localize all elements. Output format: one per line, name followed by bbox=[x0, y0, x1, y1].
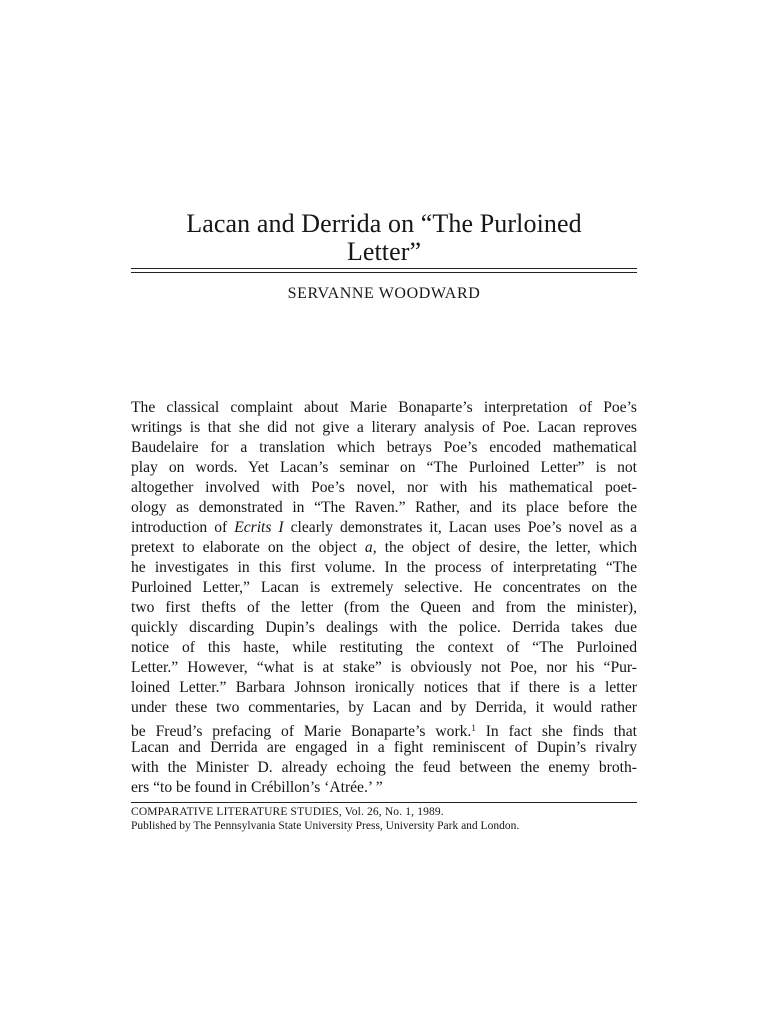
body-line: The classical complaint about Marie Bonaparte’s interpretation of Poe’s bbox=[131, 399, 637, 416]
body-line: with the Minister D. already echoing the feud between the enemy broth- bbox=[131, 759, 637, 776]
body-text-run: clearly demonstrates it, Lacan uses Poe’s novel as a bbox=[283, 519, 638, 536]
book-title-italic: Ecrits I bbox=[234, 519, 284, 536]
article-title-line-1: Lacan and Derrida on “The Purloined bbox=[186, 209, 582, 238]
article-title-line-2: Letter” bbox=[346, 237, 422, 266]
body-line: under these two commentaries, by Lacan and by Derrida, it would rather bbox=[131, 699, 637, 716]
body-line: ers “to be found in Crébillon’s ‘Atrée.’ ” bbox=[131, 779, 383, 796]
body-line: notice of this haste, while restituting the context of “The Purloined bbox=[131, 639, 637, 656]
body-line: altogether involved with Poe’s novel, nor with his mathematical poet- bbox=[131, 479, 637, 496]
body-line: writings is that she did not give a literary analysis of Poe. Lacan reproves bbox=[131, 419, 637, 436]
body-line: loined Letter.” Barbara Johnson ironically notices that if there is a letter bbox=[131, 679, 637, 696]
body-line: Lacan and Derrida are engaged in a fight reminiscent of Dupin’s rivalry bbox=[131, 739, 637, 756]
body-line: quickly discarding Dupin’s dealings with the police. Derrida takes due bbox=[131, 619, 637, 636]
journal-citation bbox=[131, 805, 444, 819]
body-line bbox=[131, 538, 637, 558]
author-name: SERVANNE WOODWARD bbox=[287, 285, 481, 302]
title-double-rule-bottom bbox=[131, 272, 637, 273]
title-double-rule-top bbox=[131, 268, 637, 269]
body-text-run: In fact she finds that bbox=[475, 723, 637, 740]
body-line: Baudelaire for a translation which betrays Poe’s encoded mathematical bbox=[131, 439, 637, 456]
body-line bbox=[131, 518, 637, 538]
publisher-line: Published by The Pennsylvania State University Press, University Park and London. bbox=[131, 820, 520, 832]
body-text-run: pretext to elaborate on the object bbox=[131, 539, 365, 556]
body-line: Purloined Letter,” Lacan is extremely selective. He concentrates on the bbox=[131, 579, 637, 596]
body-text-run: introduction of bbox=[131, 519, 235, 536]
body-line: play on words. Yet Lacan’s seminar on “The Purloined Letter” is not bbox=[131, 459, 637, 476]
footer-rule bbox=[131, 802, 637, 803]
body-line: two first thefts of the letter (from the Queen and from the minister), bbox=[131, 599, 637, 616]
body-text-run: be Freud’s prefacing of Marie Bonaparte’s work. bbox=[131, 723, 472, 740]
object-a-italic: a, bbox=[364, 539, 377, 556]
body-line: ology as demonstrated in “The Raven.” Rather, and its place before the bbox=[131, 499, 637, 516]
footnote-marker[interactable]: 1 bbox=[471, 723, 476, 733]
journal-name: COMPARATIVE LITERATURE STUDIES, bbox=[131, 806, 342, 818]
body-line: he investigates in this first volume. In the process of interpretating “The bbox=[131, 559, 637, 576]
body-text-run: the object of desire, the letter, which bbox=[376, 539, 638, 556]
body-line: Letter.” However, “what is at stake” is obviously not Poe, nor his “Pur- bbox=[131, 659, 637, 676]
journal-issue: Vol. 26, No. 1, 1989. bbox=[341, 806, 444, 818]
